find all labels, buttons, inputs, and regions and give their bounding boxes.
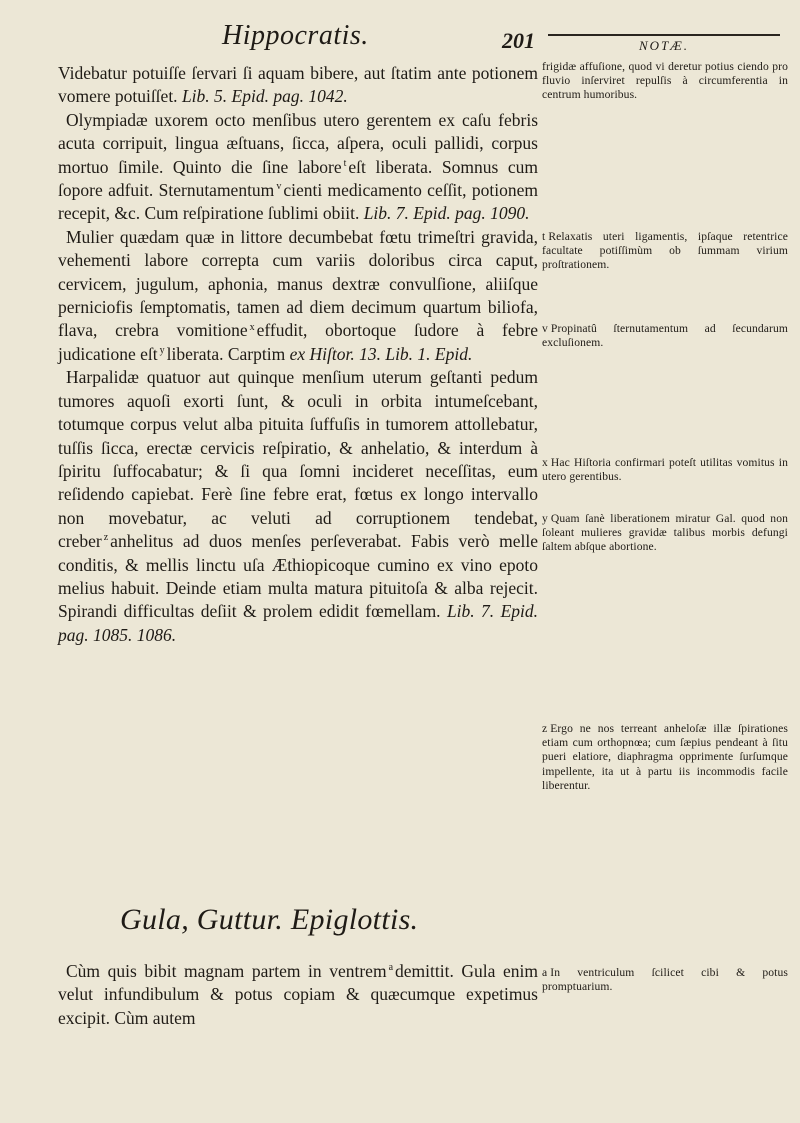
notes-header: NOTÆ. [548,34,780,54]
citation: ex Hiſtor. 13. Lib. 1. Epid. [289,343,473,364]
paragraph-gula [58,960,538,1030]
note-marker: z [103,532,109,544]
note-marker: a [542,966,548,979]
paragraph-text: Harpalidæ quatuor aut quinque menſium uterum geſtanti pedum tumores aquoſi exorti ſunt, & oculi in orbita intumeſcebant, totumque corpus velut alba pituita ſuffuſis in tumorem attollebatur, tuſſis ſicca, erectæ cervicis reſpiratio, & anhelatio, & interdum à ſpiritu ſuffocabatur; & ſi qua ſomni incideret neceſſitas, eum reſidendo capiebat. Ferè ſine febre erat, fœtus ex longo intervallo non movebatur, ac veluti ad corruptionem tendebat, creber [58,367,538,552]
running-title: Hippocratis. [222,20,369,51]
paragraph-text: anhelitus ad duos menſes perſeverabat. Fabis verò melle conditis, & mellis linctu uſa Æthiopicoque cumino ex vino epoto melius habuit. Deinde etiam multa matura pituitoſa & alba rejecit. Spirandi difficultas deſiit & prolem edidit fœmellam. [58,531,538,622]
paragraph-text: cienti medicamento ceſſit, potionem recepit, &c. Cum reſpiratione ſublimi obiit. [58,180,538,224]
side-note-x [542,456,788,484]
note-text: frigidæ affuſione, quod vi deretur potius ciendo pro fluvio inſerviret repulſis à circumferentia in centrum humoribus. [542,60,788,102]
note-marker: v [542,322,548,335]
paragraph-text: liberata. Carptim [166,343,286,364]
paragraph-text: Mulier quædam quæ in littore decumbebat fœtu trimeſtri gravida, vehementi labore correpta cum variis doloribus circa caput, cervicem, jugulum, aphonia, manus dextræ convulſione, aliiſque perniciofis ſemptomatis, tamen ad diem decimum quartum biliofa, flava, crebra vomitione [58,226,538,341]
note-text: Ergo ne nos terreant anheloſæ illæ ſpirationes etiam cum orthopnœa; cum ſæpius pendeant à ſitu pueri elatiore, diaphragma opprimente ſurſumque impellente, ita ut à partu iis incommodis facile liberentur. [542,722,788,792]
citation: Lib. 5. Epid. pag. 1042. [181,86,348,107]
note-marker: x [542,456,548,469]
side-note-t [542,230,788,273]
paragraph-text: effudit, obortoque ſudore à febre judicatione eſt [58,320,538,364]
citation: Lib. 7. Epid. pag. 1090. [363,203,530,224]
side-note-a [542,966,788,994]
note-text: In ventriculum ſcilicet cibi & potus promptuarium. [542,966,788,994]
note-text: Relaxatis uteri ligamentis, ipſaque retentrice facultate potiſſimùm ob ſummam virium proſtrationem. [542,230,788,272]
note-marker: v [276,181,282,193]
note-marker: a [388,962,394,974]
citation: Lib. 7. Epid. pag. 1085. 1086. [58,601,538,645]
paragraph-olympiada [58,109,538,226]
paragraph-harpalida [58,366,538,647]
section-heading: Gula, Guttur. Epiglottis. [120,903,419,936]
page-number: 201 [502,28,535,53]
note-marker: t [542,230,546,243]
side-note-v [542,322,788,350]
side-note [542,60,788,103]
note-marker: x [249,321,255,333]
paragraph-text: Videbatur potuiſſe ſervari ſi aquam bibere, aut ſtatim ante potionem vomere potuiſſet. [58,63,538,107]
note-marker: t [343,157,347,169]
note-text: Quam ſanè liberationem miratur Gal. quod non ſoleant mulieres gravidæ talibus morbis defungi ſaltem abſque abortione. [542,512,788,554]
paragraph-mulier [58,226,538,366]
paragraph-text: demittit. Gula enim velut infundibulum & potus copiam & quæcumque expetimus excipit. Cùm autem [58,961,538,1028]
note-text: Hac Hiſtoria confirmari poteſt utilitas vomitus in utero gerentibus. [542,456,788,484]
side-note-y [542,512,788,555]
paragraph-text: Olympiadæ uxorem octo menſibus utero gerentem ex caſu febris acuta corripuit, lingua æſtuans, ſicca, aſpera, oculi pallidi, corpus mortuo ſimile. Quinto die ſine labore [58,109,538,177]
side-note-z [542,722,788,793]
main-text-column [58,62,538,647]
paragraph-1 [58,62,538,109]
note-marker: y [542,512,548,525]
paragraph-text: Cùm quis bibit magnam partem in ventrem [66,961,387,981]
paragraph-text: eſt liberata. Somnus cum ſopore adfuit. Sternutamentum [58,156,538,201]
section-text [58,960,538,1030]
note-marker: y [159,345,165,357]
note-marker: z [542,722,548,735]
note-text: Propinatû ſternutamentum ad ſecundarum excluſionem. [542,322,788,350]
